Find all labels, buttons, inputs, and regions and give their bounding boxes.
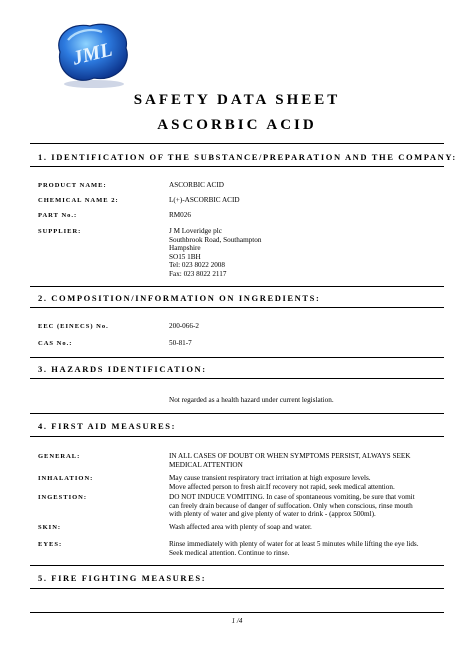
footer-divider — [30, 612, 444, 613]
general-text — [169, 452, 424, 469]
section-5-heading: 5. FIRE FIGHTING MEASURES: — [38, 573, 207, 583]
document-title: SAFETY DATA SHEET — [133, 92, 341, 108]
section-divider — [30, 307, 444, 308]
text-line: DO NOT INDUCE VOMITING. In case of spontaneous vomiting, be sure that vomit — [169, 493, 415, 501]
ingestion-text — [169, 493, 424, 519]
section-divider — [30, 143, 444, 144]
supplier-line: Southbrook Road, Southampton — [169, 235, 262, 244]
jml-logo — [50, 18, 136, 90]
inhalation-text — [169, 474, 424, 491]
section-3-heading: 3. HAZARDS IDENTIFICATION: — [38, 364, 207, 374]
eyes-text — [169, 540, 424, 557]
page-number: 1 /4 — [231, 617, 243, 625]
text-line: with plenty of water and give plenty of water to drink - (approx 500ml). — [169, 510, 376, 519]
supplier-label: SUPPLIER: — [38, 228, 82, 235]
cas-value: 50-81-7 — [169, 339, 192, 347]
supplier-line: Tel: 023 8022 2008 — [169, 261, 225, 270]
section-2-heading: 2. COMPOSITION/INFORMATION ON INGREDIENTS: — [38, 293, 321, 303]
section-divider — [30, 436, 444, 437]
skin-text: Wash affected area with plenty of soap and water. — [169, 523, 312, 531]
text-line: IN ALL CASES OF DOUBT OR WHEN SYMPTOMS PERSIST, ALWAYS SEEK — [169, 452, 411, 460]
eec-label: EEC (EINECS) No. — [38, 323, 109, 330]
part-no-value: RM026 — [169, 211, 191, 219]
text-line: Rinse immediately with plenty of water for at least 5 minutes while lifting the eye lids. — [169, 540, 419, 548]
supplier-line: Fax: 023 8022 2117 — [169, 269, 227, 278]
product-name-value: ASCORBIC ACID — [169, 181, 224, 189]
ingestion-label: INGESTION: — [38, 494, 88, 501]
eec-value: 200-066-2 — [169, 322, 199, 330]
text-line: can freely drain because of danger of suffocation. Only when conscious, rinse mouth — [169, 501, 413, 510]
section-divider — [30, 357, 444, 358]
section-4-heading: 4. FIRST AID MEASURES: — [38, 421, 177, 431]
text-line: MEDICAL ATTENTION — [169, 460, 243, 469]
text-line: May cause transient respiratory tract irritation at high exposure levels. — [169, 474, 371, 482]
cas-label: CAS No.: — [38, 340, 73, 347]
eyes-label: EYES: — [38, 541, 63, 548]
supplier-line: J M Loveridge plc — [169, 227, 222, 235]
inhalation-label: INHALATION: — [38, 475, 94, 482]
section-divider — [30, 286, 444, 287]
section-1-heading: 1. IDENTIFICATION OF THE SUBSTANCE/PREPARATION AND THE COMPANY: — [38, 152, 457, 162]
section-divider — [30, 413, 444, 414]
text-line: Move affected person to fresh air.If recovery not rapid, seek medical attention. — [169, 482, 395, 491]
hazards-text: Not regarded as a health hazard under current legislation. — [169, 396, 334, 404]
section-divider — [30, 166, 444, 167]
product-name-label: PRODUCT NAME: — [38, 182, 107, 189]
text-line: Seek medical attention. Continue to rinse. — [169, 548, 290, 557]
chemical-name-value: L(+)-ASCORBIC ACID — [169, 196, 240, 204]
chemical-name-label: CHEMICAL NAME 2: — [38, 197, 119, 204]
substance-title: ASCORBIC ACID — [157, 117, 317, 133]
part-no-label: PART No.: — [38, 212, 78, 219]
skin-label: SKIN: — [38, 524, 62, 531]
svg-text:JML: JML — [70, 38, 115, 70]
supplier-line: SO15 1BH — [169, 252, 201, 261]
section-divider — [30, 565, 444, 566]
general-label: GENERAL: — [38, 453, 81, 460]
section-divider — [30, 588, 444, 589]
supplier-line: Hampshire — [169, 244, 201, 253]
section-divider — [30, 378, 444, 379]
supplier-address — [169, 227, 261, 279]
